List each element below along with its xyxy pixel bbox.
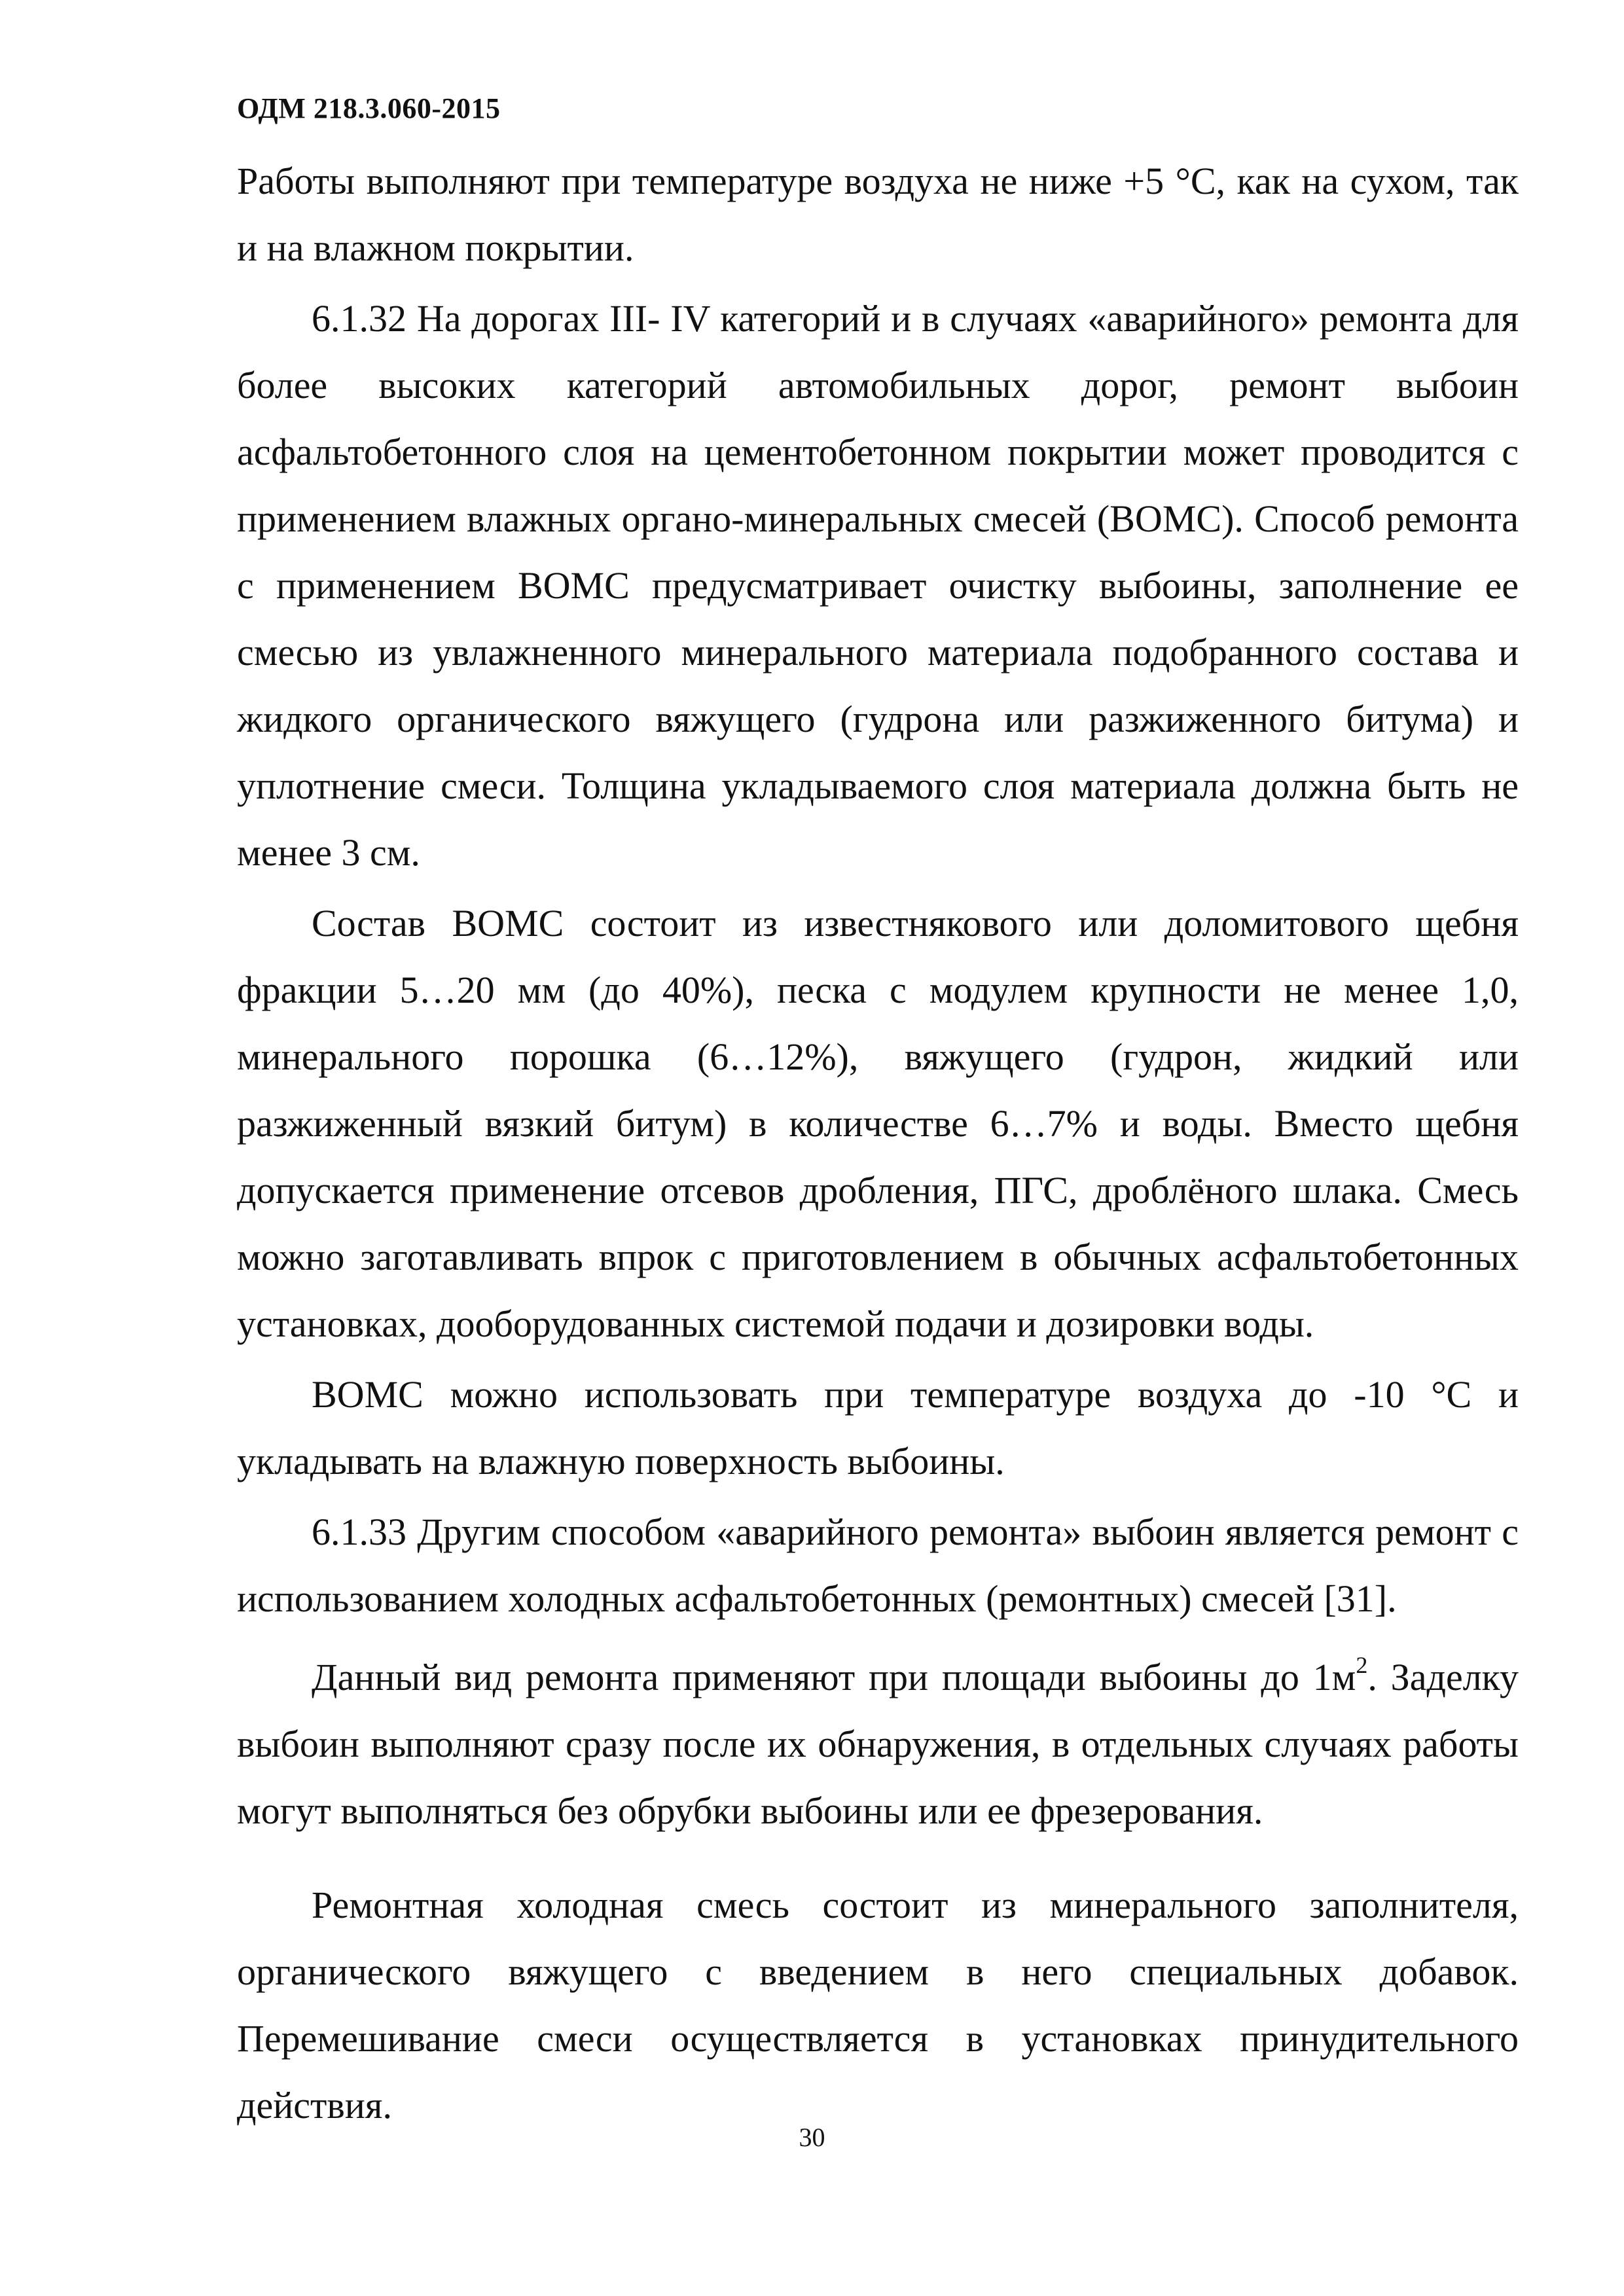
paragraph-repair-area <box>237 1644 1519 1844</box>
page-body <box>237 148 1519 2139</box>
paragraph-work-temperature: Работы выполняют при температуре воздуха не ниже +5 °С, как на сухом, так и на влажном покрытии. <box>237 160 1519 269</box>
paragraph-voms-composition: Состав ВОМС состоит из известнякового или доломитового щебня фракции 5…20 мм (до 40%), песка с модулем крупности не менее 1,0, минерального порошка (6…12%), вяжущего (гудрон, жидкий или разжиженный вязкий битум) в количестве 6…7% и воды. Вместо щебня допускается применение отсевов дробления, ПГС, дроблёного шлака. Смесь можно заготавливать впрок с приготовлением в обычных асфальтобетонных установках, дооборудованных системой подачи и дозировки воды. <box>237 902 1519 1345</box>
paragraph-voms-usage: ВОМС можно использовать при температуре воздуха до -10 °С и укладывать на влажную поверхность выбоины. <box>237 1373 1519 1482</box>
square-superscript: 2 <box>1356 1652 1368 1678</box>
repair-area-text-end: . Заделку выбоин выполняют сразу после их обнаружения, в отдельных случаях работы могут выполняться без обрубки выбоины или ее фрезерования. <box>237 1656 1519 1832</box>
paragraph-6-1-33: 6.1.33 Другим способом «аварийного ремонта» выбоин является ремонт с использованием холодных асфальтобетонных (ремонтных) смесей [31]. <box>237 1511 1519 1620</box>
paragraph-6-1-32: 6.1.32 На дорогах III- IV категорий и в случаях «аварийного» ремонта для более высоких категорий автомобильных дорог, ремонт выбоин асфальтобетонного слоя на цементобетонном покрытии может проводится с применением влажных органо-минеральных смесей (ВОМС). Способ ремонта с применением ВОМС предусматривает очистку выбоины, заполнение ее смесью из увлажненного минерального материала подобранного состава и жидкого органического вяжущего (гудрона или разжиженного битума) и уплотнение смеси. Толщина укладываемого слоя материала должна быть не менее 3 см. <box>237 297 1519 874</box>
document-code-header: ОДМ 218.3.060-2015 <box>237 92 501 124</box>
page-number: 30 <box>799 2123 825 2152</box>
paragraph-cold-mix: Ремонтная холодная смесь состоит из минерального заполнителя, органического вяжущего с введением в него специальных добавок. Перемешивание смеси осуществляется в установках принудительного действия. <box>237 1884 1519 2126</box>
repair-area-text-start: Данный вид ремонта применяют при площади выбоины до 1м <box>312 1656 1356 1698</box>
